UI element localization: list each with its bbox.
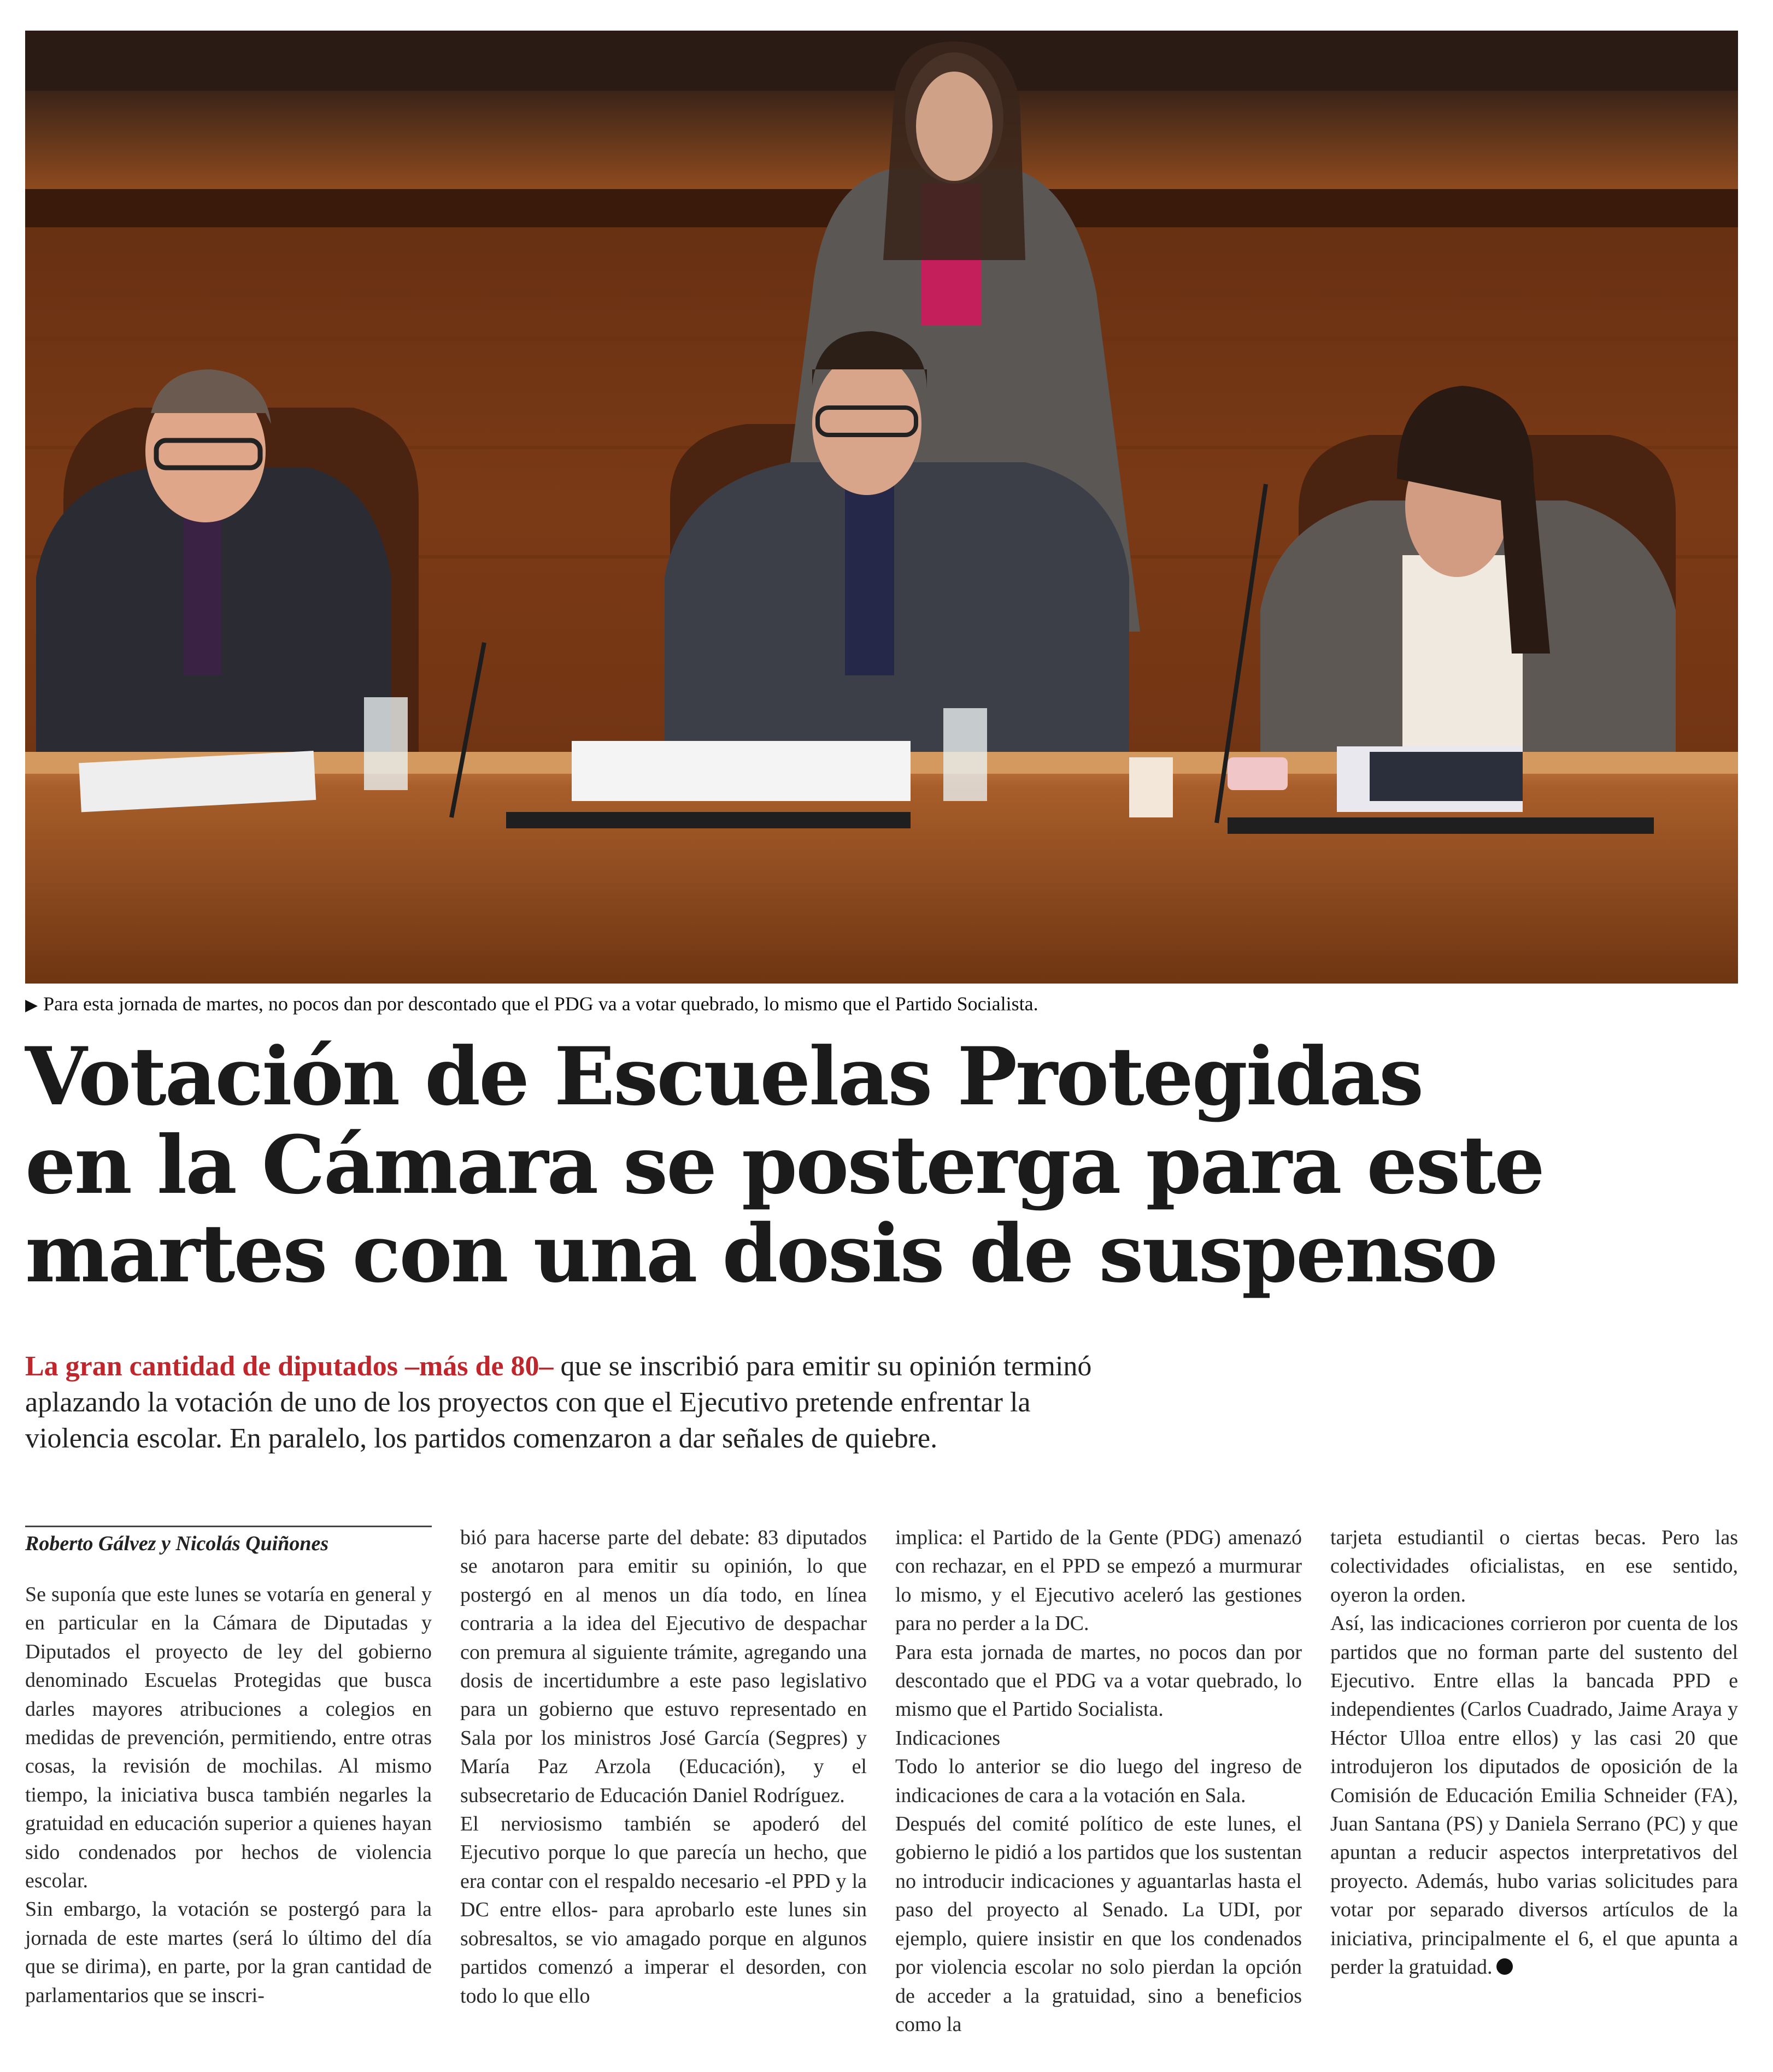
end-of-article-dot-icon bbox=[1496, 1958, 1513, 1975]
headline bbox=[25, 1030, 1738, 1300]
body-column-1 bbox=[25, 1580, 432, 2010]
lead-line-3: violencia escolar. En paralelo, los partidos comenzaron a dar señales de quiebre. bbox=[25, 1423, 938, 1454]
body-paragraph: bió para hacerse parte del debate: 83 diputados se anotaron para emitir su opinión, lo que postergó en al menos un día todo, en línea contraria a la idea del Ejecutivo de despachar con premura al siguiente trámite, agregando una dosis de incertidumbre a este paso legislativo para un gobierno que estuvo representado en Sala por los ministros José García (Segpres) y María Paz Arzola (Educación), y el subsecretario de Educación Daniel Rodríguez. bbox=[460, 1526, 867, 1807]
section-subheading: Indicaciones bbox=[895, 1726, 1001, 1750]
body-paragraph: Para esta jornada de martes, no pocos dan por descontado que el PDG va a votar quebrado, lo mismo que el Partido Socialista. bbox=[895, 1640, 1302, 1721]
headline-line-3: martes con una dosis de suspenso bbox=[25, 1207, 1496, 1300]
body-column-2 bbox=[460, 1523, 867, 2010]
lead-line-2: aplazando la votación de uno de los proyectos con que el Ejecutivo pretende enfrentar la bbox=[25, 1387, 1031, 1418]
body-column-3 bbox=[895, 1523, 1302, 2039]
right-triangle-icon: ▶ bbox=[25, 996, 38, 1014]
body-paragraph: Después del comité político de este lunes, el gobierno le pidió a los partidos que los sustentan no introducir indicaciones y aguantarlas hasta el paso del proyecto al Senado. La UDI, por ejemplo, quiere insistir en que los condenados por violencia escolar no solo pierdan la opción de acceder a la gratuidad, sino a beneficios como la bbox=[895, 1812, 1302, 2036]
body-paragraph: tarjeta estudiantil o ciertas becas. Pero las colectividades oficialistas, en ese sentido, oyeron la orden. bbox=[1330, 1526, 1738, 1606]
body-paragraph-text: Así, las indicaciones corrieron por cuenta de los partidos que no forman parte del sustento del Ejecutivo. Entre ellas la bancada PPD e independientes (Carlos Cuadrado, Jaime Araya y Héctor Ulloa entre ellos) y las casi 20 que introdujeron los diputados de oposición de la Comisión de Educación Emilia Schneider (FA), Juan Santana (PS) y Daniela Serrano (PC) y que apuntan a reducir aspectos interpretativos del proyecto. Además, hubo varias solicitudes para votar por separado diversos artículos de la iniciativa, principalmente el 6, el que apunta a perder la gratuidad. bbox=[1330, 1612, 1738, 1979]
photo-caption bbox=[25, 992, 1738, 1015]
parliament-scene-image bbox=[25, 31, 1738, 984]
headline-line-2: en la Cámara se posterga para este bbox=[25, 1119, 1543, 1212]
body-paragraph: El nerviosismo también se apoderó del Ejecutivo porque lo que parecía un hecho, que era contar con el respaldo necesario -el PPD y la DC entre ellos- para aprobarlo este lunes sin sobresaltos, se vio amagado porque en algunos partidos comenzó a imperar el desorden, con todo lo que ello bbox=[460, 1812, 867, 2008]
body-paragraph: Todo lo anterior se dio luego del ingreso de indicaciones de cara a la votación en Sala. bbox=[895, 1755, 1302, 1807]
body-column-4 bbox=[1330, 1523, 1738, 1982]
caption-text: Para esta jornada de martes, no pocos dan por descontado que el PDG va a votar quebrado, lo mismo que el Partido Socialista. bbox=[43, 993, 1038, 1015]
body-paragraph: implica: el Partido de la Gente (PDG) amenazó con rechazar, en el PPD se empezó a murmurar lo mismo, y el Ejecutivo aceleró las gestiones para no perder a la DC. bbox=[895, 1526, 1302, 1635]
article-photo bbox=[25, 31, 1738, 984]
lead-line-1: que se inscribió para emitir su opinión terminó bbox=[553, 1351, 1092, 1382]
body-paragraph: Se suponía que este lunes se votaría en general y en particular en la Cámara de Diputadas y Diputados el proyecto de ley del gobierno denominado Escuelas Protegidas que busca darles mayores atribuciones a colegios en medidas de prevención, permitiendo, entre otras cosas, la revisión de mochilas. Al mismo tiempo, la iniciativa busca también negarles la gratuidad en educación superior a quienes hayan sido condenados por hechos de violencia escolar. bbox=[25, 1583, 432, 1893]
lead-highlight: La gran cantidad de diputados –más de 80– bbox=[25, 1351, 554, 1382]
headline-line-1: Votación de Escuelas Protegidas bbox=[25, 1030, 1423, 1123]
byline: Roberto Gálvez y Nicolás Quiñones bbox=[25, 1526, 432, 1556]
lead-paragraph bbox=[25, 1349, 1555, 1457]
body-paragraph: Sin embargo, la votación se postergó para la jornada de este martes (será lo último del día que se dirima), en parte, por la gran cantidad de parlamentarios que se inscri- bbox=[25, 1898, 432, 2007]
body-paragraph bbox=[1330, 1609, 1738, 1981]
